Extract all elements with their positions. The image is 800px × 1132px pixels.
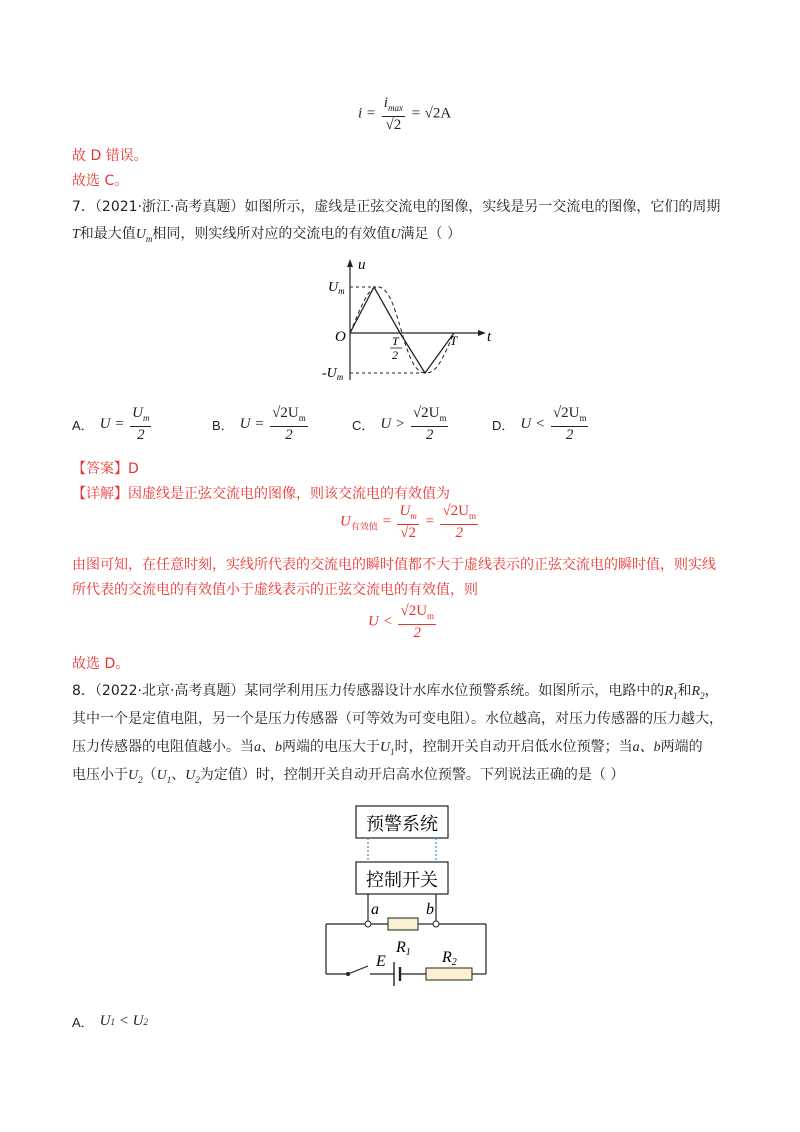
q7-waveform-graph <box>310 255 510 385</box>
q8-option-a[interactable]: A． U 1 < U 2 <box>72 1013 148 1030</box>
half-period-num: T <box>392 334 399 348</box>
axis-u-label: u <box>358 257 366 273</box>
q7-option-a[interactable]: A． U = $\frac{U_m}{2}$ <box>72 405 150 443</box>
q8-text-line-1: 8．（2022·北京·高考真题）某同学利用压力传感器设计水库水位预警系统。如图所示，电路中的$R_1$和$R_2$， <box>72 683 719 701</box>
q7-option-d[interactable]: D． U < $\frac{√2U_m}{2}$ <box>492 405 587 443</box>
prev-choice: 故选 C。 <box>72 173 129 189</box>
r2-label: R2 <box>442 949 457 968</box>
um-label: $U_m$ <box>328 280 345 296</box>
q7-detail-3: 所代表的交流电的有效值小于虚线表示的正弦交流电的有效值，则 <box>72 582 478 598</box>
q7-text-line-1: 7．（2021·浙江·高考真题）如图所示，虚线是正弦交流电的图像，实线是另一交流电的图像，它们的周期 <box>72 199 721 215</box>
q7-option-b[interactable]: B． U = $\frac{√2U_m}{2}$ <box>212 405 306 443</box>
terminal-b-label: b <box>426 901 434 918</box>
prev-formula: i = $\frac{i_{max}}{√2}$ = √2A <box>358 95 452 133</box>
resistor-r1 <box>388 918 418 930</box>
q7-detail-1: 【详解】因虚线是正弦交流电的图像，则该交流电的有效值为 <box>72 486 450 502</box>
emf-label: E <box>376 953 386 970</box>
q8-text-line-4: 电压小于$U_2(U_1$、$U_2$为定值）时，控制开关自动开启高水位预警。下列说法正确的是（ ） <box>72 767 625 785</box>
control-switch-label: 控制开关 <box>366 870 438 890</box>
r1-label: R1 <box>396 939 411 958</box>
q7-answer: 【答案】D <box>72 461 139 477</box>
q8-text-line-2: 其中一个是定值电阻，另一个是压力传感器（可等效为可变电阻）。水位越高，对压力传感器的压力越大， <box>72 711 723 727</box>
half-period-den: 2 <box>392 348 398 362</box>
origin-label: O <box>335 329 346 345</box>
axis-t-label: t <box>487 329 492 345</box>
q7-option-c[interactable]: C． U > $\frac{√2U_m}{2}$ <box>352 405 447 443</box>
q7-formula-1: $U_{有效值}$ = $\frac{U_m}{√2}$ = $\frac{√2U_m}{2}$ <box>340 503 477 541</box>
q7-formula-2: U < $\frac{√2U_m}{2}$ <box>368 603 435 641</box>
alarm-system-label: 预警系统 <box>366 814 438 834</box>
period-label: T <box>450 333 458 348</box>
q7-detail-2: 由图可知，在任意时刻，实线所代表的交流电的瞬时值都不大于虚线表示的正弦交流电的瞬时值，则实线 <box>72 557 716 573</box>
neg-um-label: $-U_m$ <box>322 366 344 382</box>
prev-conclusion: 故 D 错误。 <box>72 148 148 164</box>
q7-text-line-2: T和最大值$U_m$相同，则实线所对应的交流电的有效值U满足（ ） <box>72 226 461 244</box>
q7-choice: 故选 D。 <box>72 656 130 672</box>
terminal-a-label: a <box>371 901 379 918</box>
resistor-r2 <box>426 968 472 980</box>
q8-text-line-3: 压力传感器的电阻值越小。当a、b两端的电压大于$U_1$时，控制开关自动开启低水位预警；当a、b两端的 <box>72 739 703 757</box>
q8-circuit-diagram <box>318 800 498 1010</box>
